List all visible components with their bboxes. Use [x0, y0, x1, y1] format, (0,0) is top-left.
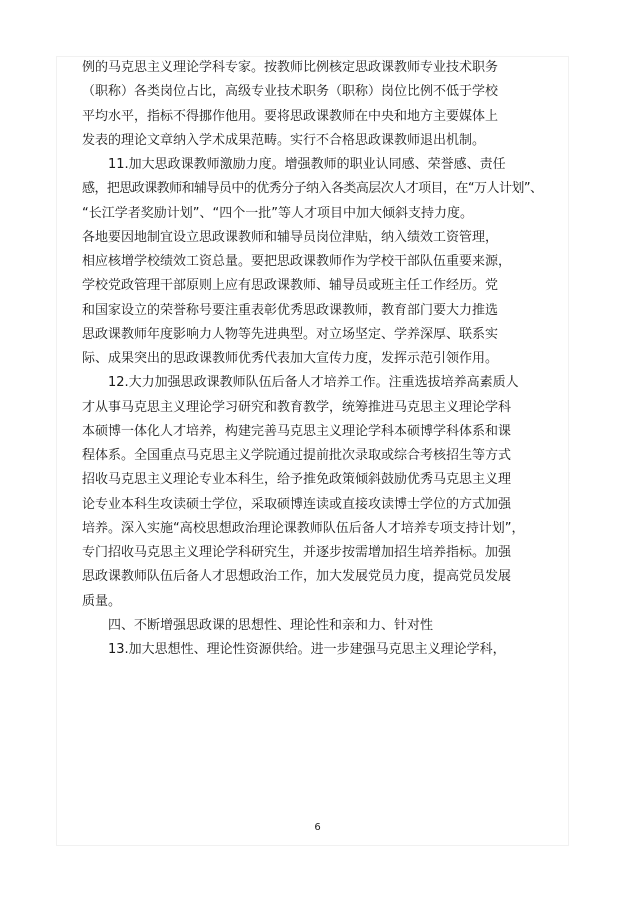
- text-line: 11.加大思政课教师激励力度。增强教师的职业认同感、荣誉感、责任: [108, 157, 506, 172]
- text-line: 培养。深入实施“高校思想政治理论课教师队伍后备人才培养专项支持计划”，: [82, 520, 525, 536]
- document-body: [82, 56, 542, 662]
- text-line: 程体系。全国重点马克思主义学院通过提前批次录取或综合考核招生等方式: [82, 448, 512, 463]
- text-line: 例的马克思主义理论学科专家。按教师比例核定思政课教师专业技术职务: [82, 60, 499, 75]
- text-line: 际、成果突出的思政课教师优秀代表加大宣传力度，发挥示范引领作用。: [82, 351, 499, 366]
- text-line: 发表的理论文章纳入学术成果范畴。实行不合格思政课教师退出机制。: [82, 132, 486, 148]
- text-line: 思政课教师年度影响力人物等先进典型。对立场坚定、学养深厚、联系实: [82, 326, 499, 342]
- text-line: 本硕博一体化人才培养，构建完善马克思主义理论学科本硕博学科体系和课: [82, 423, 512, 439]
- text-line: 12.大力加强思政课教师队伍后备人才培养工作。注重选拔培养高素质人: [108, 375, 519, 391]
- text-line: 相应核增学校绩效工资总量。要把思政课教师作为学校干部队伍重要来源，: [82, 254, 512, 269]
- text-line: 和国家设立的荣誉称号要注重表彰优秀思政课教师，教育部门要大力推选: [82, 302, 499, 318]
- text-line: （职称）各类岗位占比，高级专业技术职务（职称）岗位比例不低于学校: [82, 84, 499, 100]
- text-line: “长江学者奖励计划”、“四个一批”等人才项目中加大倾斜支持力度。: [82, 205, 473, 221]
- text-line: 才从事马克思主义理论学习研究和教育教学，统筹推进马克思主义理论学科: [82, 399, 512, 415]
- text-line: 学校党政管理干部原则上应有思政课教师、辅导员或班主任工作经历。党: [82, 278, 499, 294]
- text-line: 平均水平，指标不得挪作他用。要将思政课教师在中央和地方主要媒体上: [82, 108, 499, 124]
- text-line: 招收马克思主义理论专业本科生，给予推免政策倾斜鼓励优秀马克思主义理: [82, 472, 512, 488]
- text-line: 感，把思政课教师和辅导员中的优秀分子纳入各类高层次人才项目，在“万人计划”、: [82, 181, 543, 197]
- text-line: 专门招收马克思主义理论学科研究生，并逐步按需增加招生培养指标。加强: [82, 545, 512, 560]
- text-line: 论专业本科生攻读硕士学位，采取硕博连读或直接攻读博士学位的方式加强: [82, 496, 512, 512]
- page-number: 6: [314, 822, 321, 833]
- text-line: 四、不断增强思政课的思想性、理论性和亲和力、针对性: [108, 617, 434, 633]
- text-line: 各地要因地制宜设立思政课教师和辅导员岗位津贴，纳入绩效工资管理，: [82, 229, 499, 245]
- text-line: 思政课教师队伍后备人才思想政治工作，加大发展党员力度，提高党员发展: [82, 569, 512, 585]
- text-line: 13.加大思想性、理论性资源供给。进一步建强马克思主义理论学科，: [108, 642, 506, 657]
- text-line: 质量。: [82, 593, 122, 609]
